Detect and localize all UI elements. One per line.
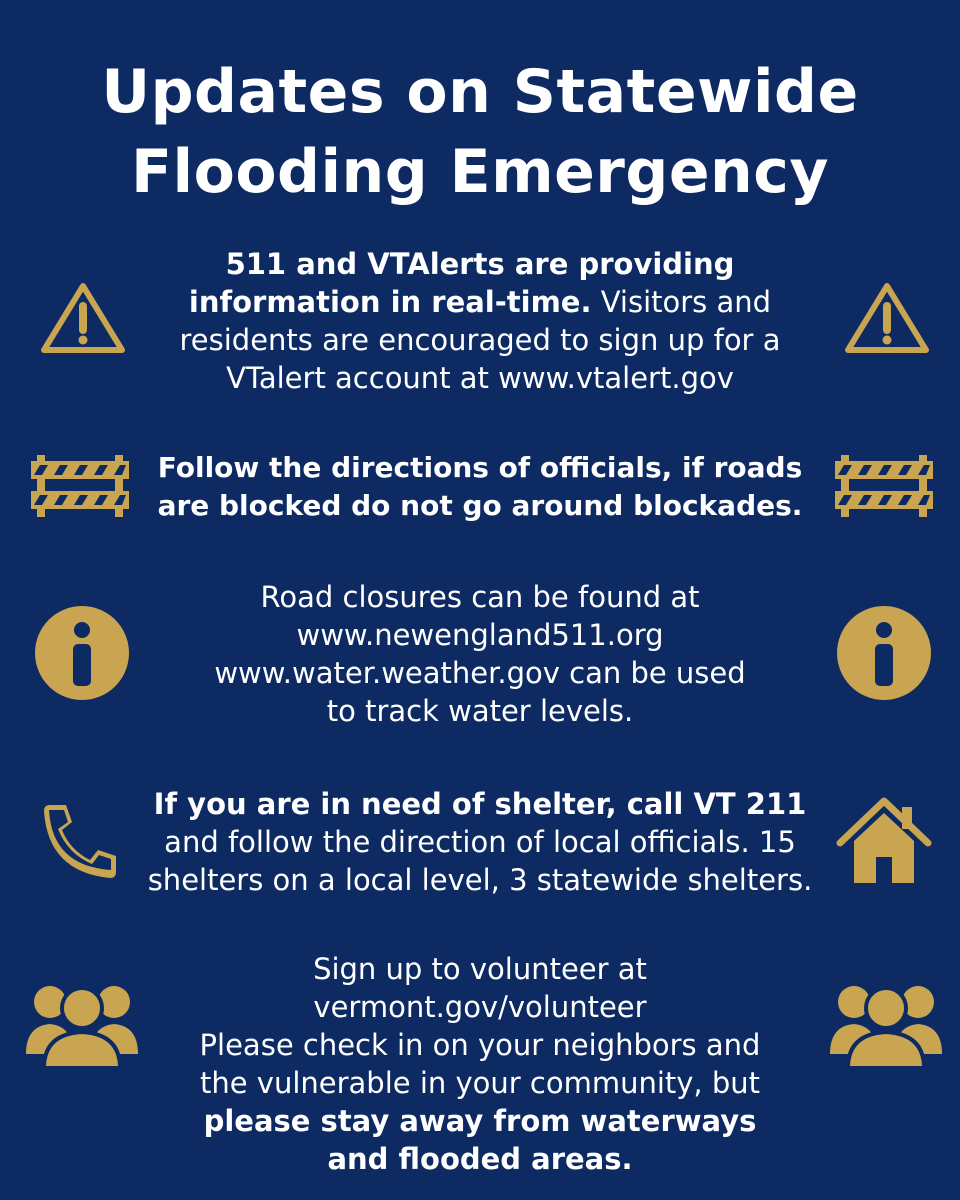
volunteer-bold-6: and flooded areas. xyxy=(327,1142,633,1176)
barricade-icon xyxy=(30,453,130,519)
roads-bold-1: Follow the directions of officials, if roads xyxy=(157,451,803,484)
shelter-bold-1: If you are in need of shelter, call VT 211 xyxy=(153,787,807,821)
warning-icon xyxy=(842,280,932,356)
closures-text-2: www.newengland511.org xyxy=(296,618,664,652)
info-icon xyxy=(34,605,130,701)
house-icon xyxy=(836,795,932,885)
volunteer-text-4: the vulnerable in your community, but xyxy=(199,1066,761,1100)
people-icon xyxy=(826,982,946,1068)
alerts-text-4: VTalert account at www.vtalert.gov xyxy=(226,361,734,395)
info-icon xyxy=(836,605,932,701)
closures-text-3: www.water.weather.gov can be used xyxy=(214,656,746,690)
people-icon xyxy=(22,982,142,1068)
volunteer-text-2: vermont.gov/volunteer xyxy=(313,990,647,1024)
volunteer-text-1: Sign up to volunteer at xyxy=(313,952,647,986)
closures-text-1: Road closures can be found at xyxy=(260,580,700,614)
phone-icon xyxy=(40,800,122,882)
closures-text-4: to track water levels. xyxy=(326,694,634,728)
warning-icon xyxy=(38,280,128,356)
alerts-bold-1: 511 and VTAlerts are providing xyxy=(225,247,735,281)
alerts-text-3: residents are encouraged to sign up for a xyxy=(179,323,781,357)
shelter-text-2: and follow the direction of local officials. 15 xyxy=(164,825,796,859)
alerts-section xyxy=(130,245,830,397)
title-line-1: Updates on Statewide xyxy=(101,57,859,127)
volunteer-text-3: Please check in on your neighbors and xyxy=(199,1028,761,1062)
barricade-icon xyxy=(834,453,934,519)
alerts-text-2: Visitors and xyxy=(591,285,772,319)
closures-section xyxy=(130,578,830,730)
volunteer-section xyxy=(130,950,830,1178)
roads-bold-2: are blocked do not go around blockades. xyxy=(157,489,803,522)
volunteer-bold-5: please stay away from waterways xyxy=(203,1104,757,1138)
title-line-2: Flooding Emergency xyxy=(131,137,829,207)
shelter-section xyxy=(125,785,835,899)
page-title xyxy=(0,52,960,212)
alerts-bold-2: information in real-time. xyxy=(188,285,592,319)
shelter-text-3: shelters on a local level, 3 statewide shelters. xyxy=(147,863,813,897)
roads-section xyxy=(132,449,828,525)
